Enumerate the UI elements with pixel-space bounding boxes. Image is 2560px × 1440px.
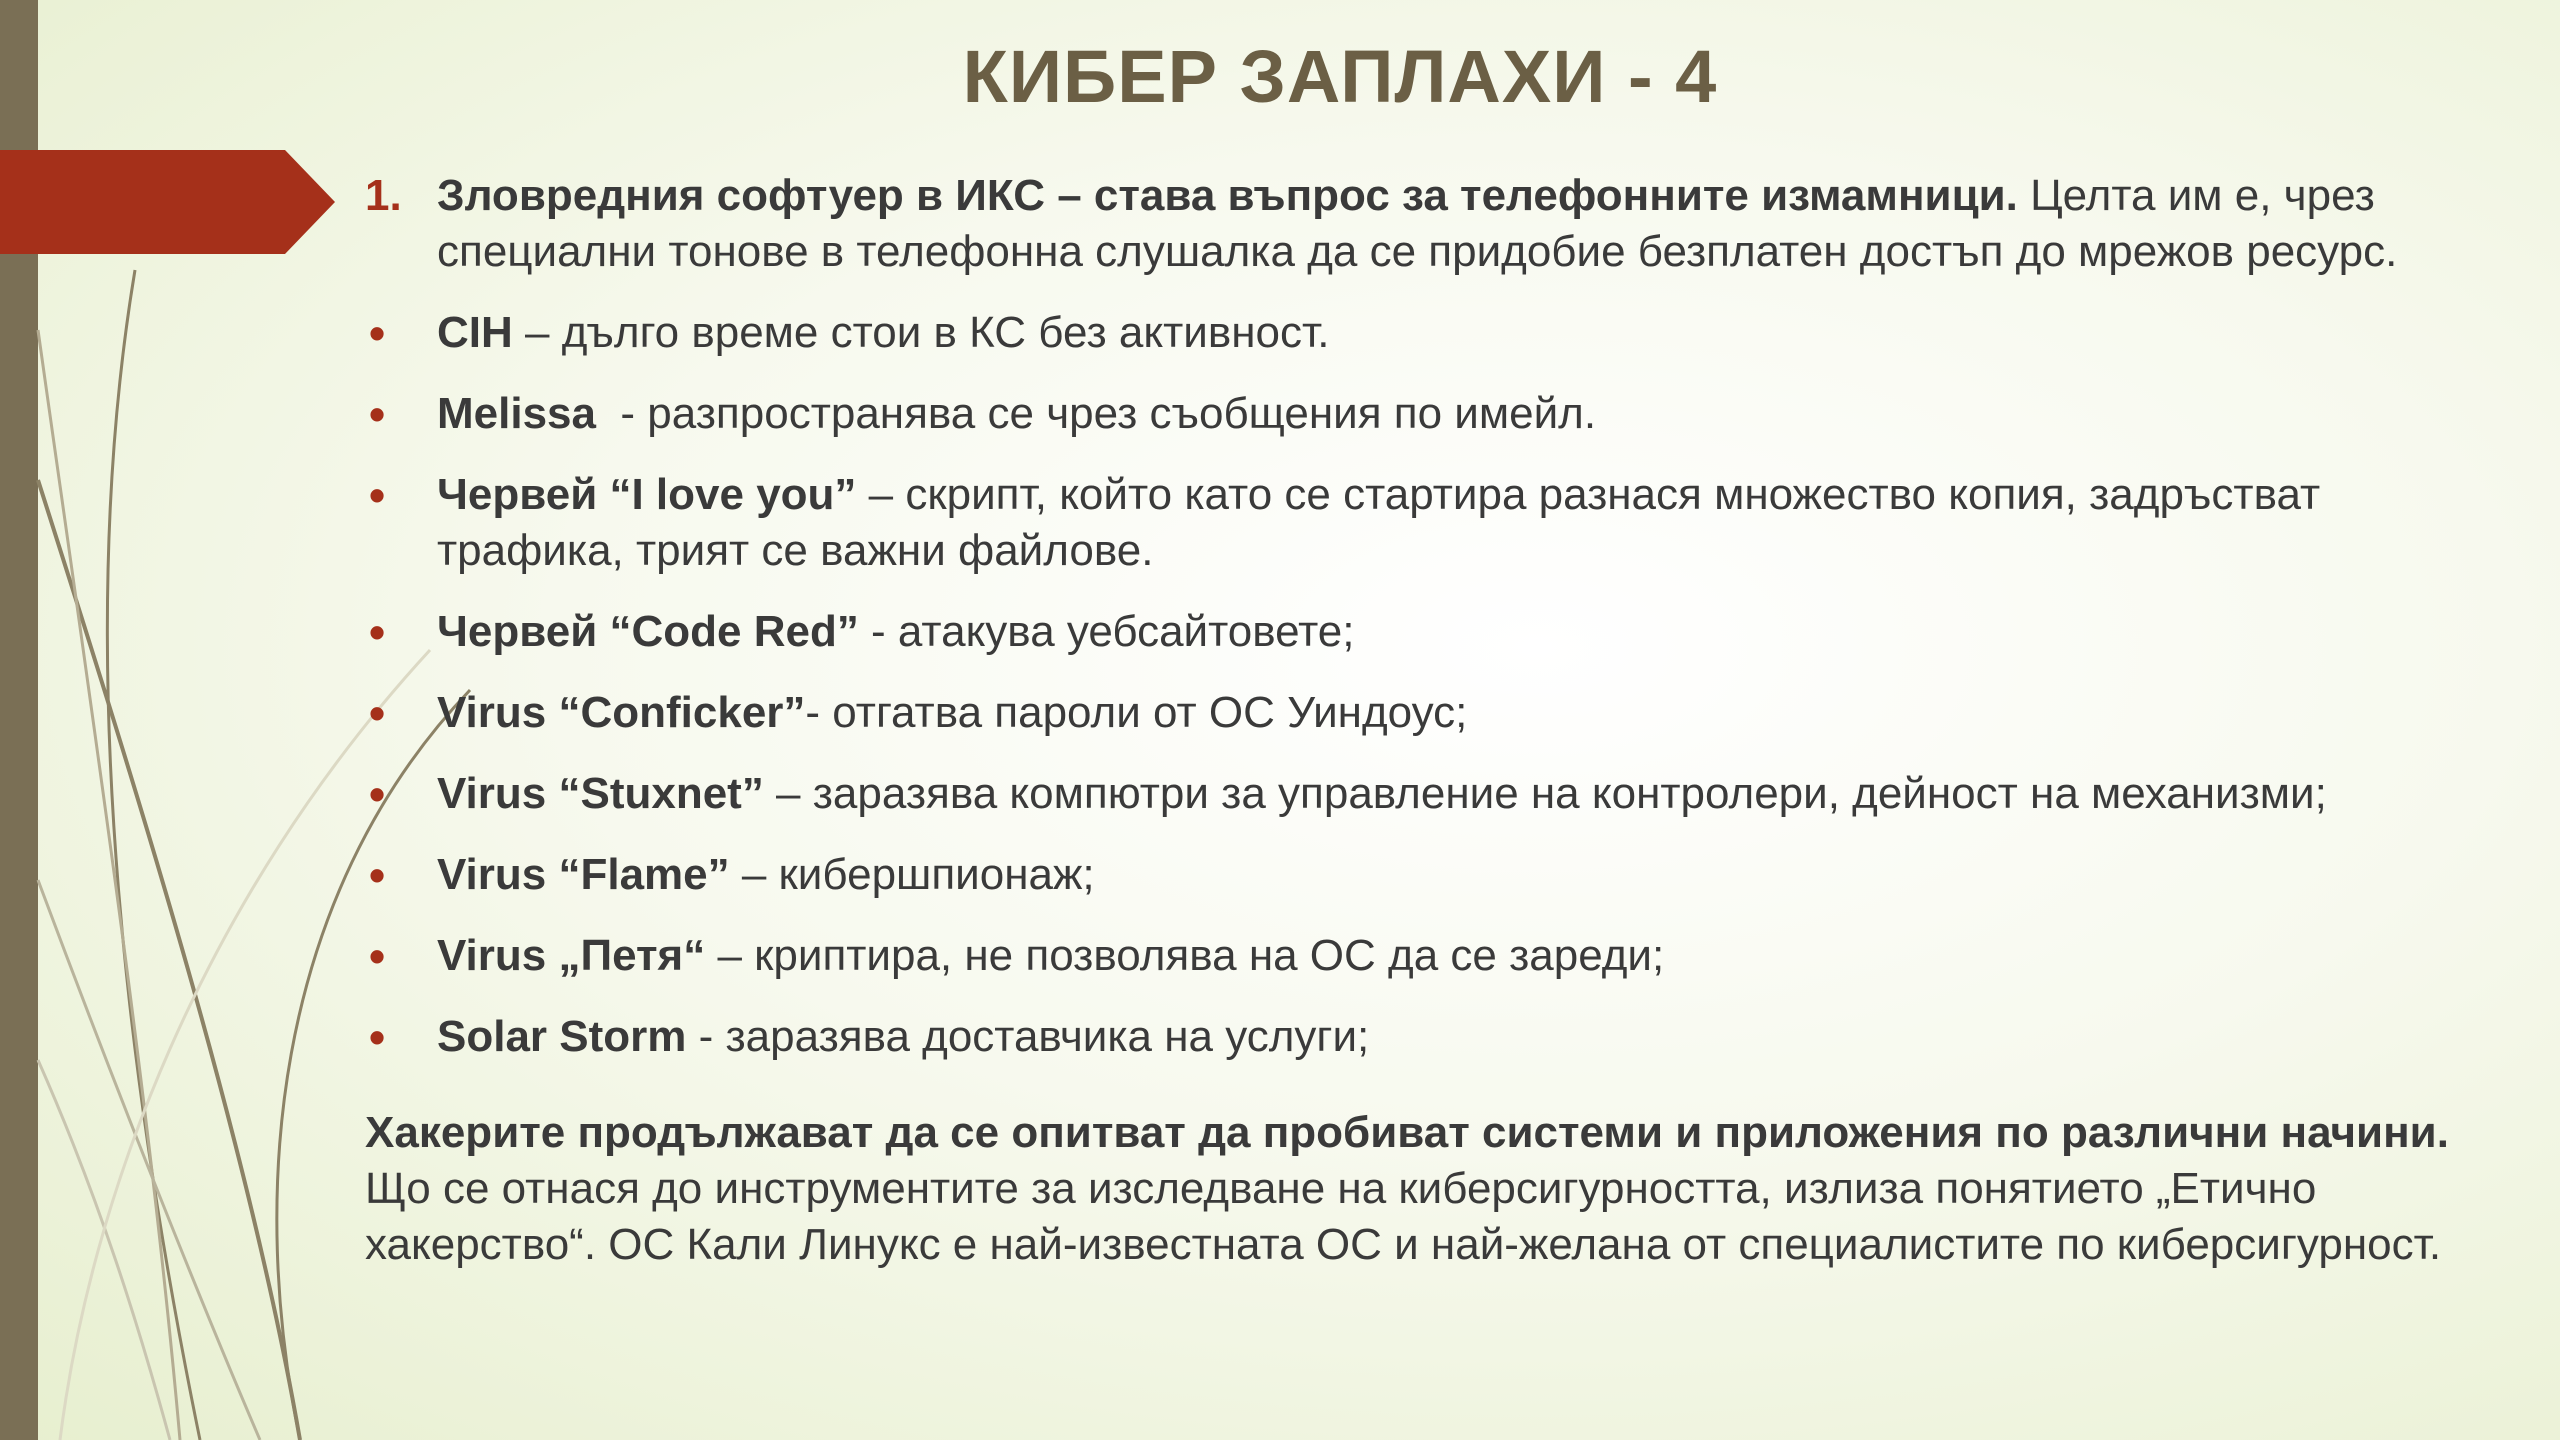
bullet-marker: • bbox=[369, 307, 386, 359]
list-item bbox=[365, 386, 2515, 442]
item-bold-text: Virus “Stuxnet” bbox=[437, 769, 764, 818]
item-text: - отгатва пароли от ОС Уиндоус; bbox=[805, 688, 1468, 737]
paragraph-text: Що се отнася до инструментите за изследване на киберсигурността, излиза понятието „Етично хакерство“. ОС Кали Линукс е най-известната ОС и най-желана от специалистите по киберсигурност. bbox=[365, 1164, 2442, 1269]
list-item bbox=[365, 1009, 2515, 1065]
list-item bbox=[365, 685, 2515, 741]
item-text: - заразява доставчика на услуги; bbox=[686, 1012, 1370, 1061]
item-bold-text: Virus “Flame” bbox=[437, 850, 730, 899]
list-item bbox=[365, 467, 2515, 579]
number-marker: 1. bbox=[365, 171, 402, 220]
item-text: – заразява компютри за управление на контролери, дейност на механизми; bbox=[763, 769, 2327, 818]
list-item bbox=[365, 305, 2515, 361]
item-bold-text: Melissa bbox=[437, 389, 596, 438]
item-text: - разпространява се чрез съобщения по имейл. bbox=[595, 389, 1597, 438]
bullet-marker: • bbox=[369, 849, 386, 901]
item-text: – криптира, не позволява на ОС да се зареди; bbox=[705, 931, 1665, 980]
item-bold-text: Solar Storm bbox=[437, 1012, 687, 1061]
item-bold-text: Virus „Петя“ bbox=[437, 931, 706, 980]
item-bold-text: Virus “Conficker” bbox=[437, 688, 806, 737]
slide-title: КИБЕР ЗАПЛАХИ - 4 bbox=[962, 35, 1718, 118]
item-bold-text: Червей “Code Red” bbox=[437, 607, 859, 656]
slide-content bbox=[365, 168, 2515, 1273]
item-text: - атакува уебсайтовете; bbox=[858, 607, 1355, 656]
item-text: Целта им е, чрез специални тонове в телефонна слушалка да се придобие безплатен достъп до мрежов ресурс. bbox=[437, 171, 2398, 276]
item-bold-text: CIH bbox=[437, 308, 513, 357]
item-text: – дълго време стои в КС без активност. bbox=[512, 308, 1330, 357]
bullet-marker: • bbox=[369, 930, 386, 982]
closing-paragraph bbox=[365, 1105, 2515, 1273]
bullet-marker: • bbox=[369, 606, 386, 658]
arrow-banner bbox=[0, 150, 335, 254]
bullet-marker: • bbox=[369, 388, 386, 440]
item-bold-text: Зловредния софтуер в ИКС – става въпрос за телефонните измамници. bbox=[437, 171, 2018, 220]
paragraph-bold-text: Хакерите продължават да се опитват да пробиват системи и приложения по различни начини. bbox=[365, 1108, 2449, 1157]
bullet-marker: • bbox=[369, 469, 386, 521]
list-item bbox=[365, 928, 2515, 984]
numbered-item bbox=[365, 168, 2515, 280]
item-bold-text: Червей “I love you” bbox=[437, 470, 857, 519]
item-text: – скрипт, който като се стартира разнася множество копия, задръстват трафика, трият се важни файлове. bbox=[437, 470, 2321, 575]
list-item bbox=[365, 766, 2515, 822]
list-item bbox=[365, 847, 2515, 903]
bullet-marker: • bbox=[369, 687, 386, 739]
list-item bbox=[365, 604, 2515, 660]
bullet-marker: • bbox=[369, 768, 386, 820]
bullet-marker: • bbox=[369, 1011, 386, 1063]
item-text: – кибершпионаж; bbox=[729, 850, 1095, 899]
